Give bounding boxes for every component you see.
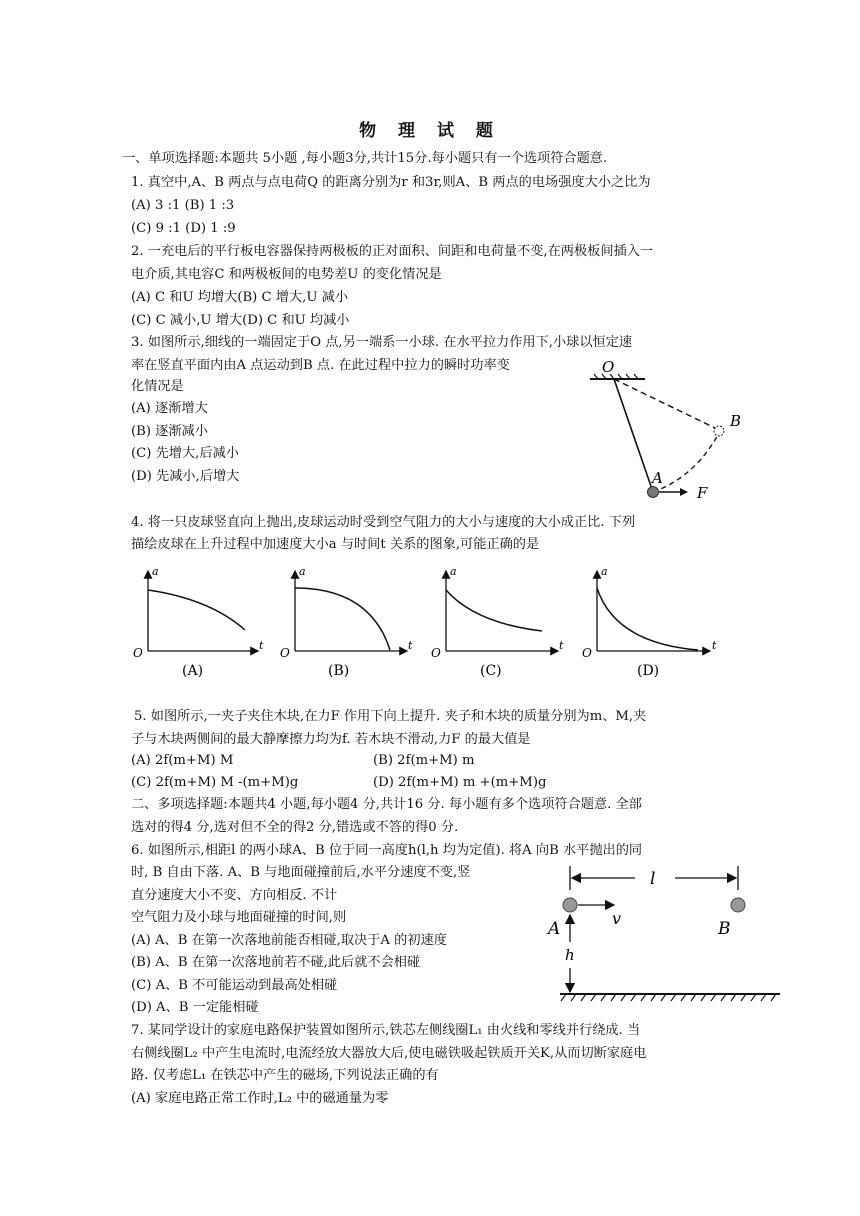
q4-graphs xyxy=(130,563,730,683)
q5-option-a: (A) 2f(m+M) M xyxy=(131,753,234,768)
q1-options-line1: (A) 3 :1 (B) 1 :3 xyxy=(131,198,235,213)
q6-option-b: (B) A、B 在第一次落地前若不碰,此后就不会相碰 xyxy=(131,955,421,970)
q3-stem-line3: 化情况是 xyxy=(131,379,184,394)
label-h: h xyxy=(565,946,575,964)
section1-header: 一、单项选择题:本题共 5小题 ,每小题3分,共计15分.每小题只有一个选项符合题意. xyxy=(122,151,608,166)
q4-stem-line1: 4. 将一只皮球竖直向上抛出,皮球运动时受到空气阻力的大小与速度的大小成正比. 下列 xyxy=(131,515,636,530)
q3-option-c: (C) 先增大,后减小 xyxy=(131,446,239,461)
q6-stem-line2: 时, B 自由下落. A、B 与地面碰撞前后,水平分速度不变,竖 xyxy=(131,865,471,880)
ground-hatching xyxy=(561,994,776,1001)
q5-option-d: (D) 2f(m+M) m +(m+M)g xyxy=(373,775,547,790)
q6-option-d: (D) A、B 一定能相碰 xyxy=(131,1000,259,1015)
label-b: B xyxy=(718,919,731,939)
q7-stem-line3: 路. 仅考虑L₁ 在铁芯中产生的磁场,下列说法正确的有 xyxy=(131,1068,439,1083)
q7-option-a: (A) 家庭电路正常工作时,L₂ 中的磁通量为零 xyxy=(131,1091,389,1106)
graph-b xyxy=(280,565,413,679)
graph-a xyxy=(133,565,264,679)
label-o: O xyxy=(602,358,615,376)
q6-option-c: (C) A、B 不可能运动到最高处相碰 xyxy=(131,978,338,993)
graph-a-curve xyxy=(148,590,245,630)
graph-c-y-label: a xyxy=(450,565,457,578)
section2-header-line1: 二、多项选择题:本题共4 小题,每小题4 分,共计16 分. 每小题有多个选项符合题意. 全部 xyxy=(131,797,642,812)
q5-option-b: (B) 2f(m+M) m xyxy=(373,753,475,768)
q6-stem-line4: 空气阻力及小球与地面碰撞的时间,则 xyxy=(131,910,347,925)
graph-d-curve xyxy=(597,588,698,650)
q2-stem-line2: 电介质,其电容C 和两极板间的电势差U 的变化情况是 xyxy=(131,267,442,282)
ball-b xyxy=(714,426,724,436)
graph-c-x-label: t xyxy=(559,639,564,652)
graph-a-y-label: a xyxy=(152,565,159,578)
graph-c-curve xyxy=(446,590,542,631)
q3-stem-line2: 率在竖直平面内由A 点运动到B 点. 在此过程中拉力的瞬时功率变 xyxy=(131,358,510,373)
q6-stem-line1: 6. 如图所示,相距l 的两小球A、B 位于同一高度h(l,h 均为定值). 将A 向B 水平抛出的同 xyxy=(131,843,643,858)
q2-stem-line1: 2. 一充电后的平行板电容器保持两极板的正对面积、间距和电荷量不变,在两极板间插入一 xyxy=(131,244,654,259)
q2-options-line2: (C) C 减小,U 增大(D) C 和U 均减小 xyxy=(131,313,350,328)
label-b: B xyxy=(730,412,742,430)
graph-d-x-label: t xyxy=(712,639,717,652)
q3-option-d: (D) 先减小,后增大 xyxy=(131,469,240,484)
q3-stem-line1: 3. 如图所示,细线的一端固定于O 点,另一端系一小球. 在水平拉力作用下,小球以恒定速 xyxy=(131,335,633,350)
q2-options-line1: (A) C 和U 均增大(B) C 增大,U 减小 xyxy=(131,290,349,305)
graph-b-x-label: t xyxy=(408,639,413,652)
ball-a xyxy=(648,487,659,498)
section2-header-line2: 选对的得4 分,选对但不全的得2 分,错选或不答的得0 分. xyxy=(131,820,459,835)
ball-b xyxy=(731,898,745,912)
graph-d xyxy=(582,565,717,679)
graph-b-curve xyxy=(295,588,390,650)
arc-ab xyxy=(653,433,719,492)
graph-b-caption: (B) xyxy=(328,663,350,679)
page-title: 物 理 试 题 xyxy=(359,121,501,141)
q1-stem: 1. 真空中,A、B 两点与点电荷Q 的距离分别为r 和3r,则A、B 两点的电场强度大小之比为 xyxy=(131,175,651,190)
label-a: A xyxy=(548,919,561,939)
graph-d-caption: (D) xyxy=(637,663,660,679)
q6-option-a: (A) A、B 在第一次落地前能否相碰,取决于A 的初速度 xyxy=(131,933,447,948)
two-balls-figure xyxy=(540,862,785,1007)
q5-stem-line2: 子与木块两侧间的最大静摩擦力均为f. 若木块不滑动,力F 的最大值是 xyxy=(131,732,531,747)
q7-stem-line1: 7. 某同学设计的家庭电路保护装置如图所示,铁芯左侧线圈L₁ 由火线和零线并行绕成. 当 xyxy=(131,1023,641,1038)
q7-stem-line2: 右侧线圈L₂ 中产生电流时,电流经放大器放大后,使电磁铁吸起铁质开关K,从而切断家庭电 xyxy=(131,1046,647,1061)
label-l: l xyxy=(650,869,656,889)
graph-c-caption: (C) xyxy=(480,663,502,679)
graph-b-y-label: a xyxy=(299,565,306,578)
q1-options-line2: (C) 9 :1 (D) 1 :9 xyxy=(131,221,236,236)
label-f: F xyxy=(697,484,708,502)
graph-d-origin: O xyxy=(582,646,592,660)
force-arrowhead xyxy=(680,488,688,496)
q4-stem-line2: 描绘皮球在上升过程中加速度大小a 与时间t 关系的图象,可能正确的是 xyxy=(131,537,540,552)
q5-stem-line1: 5. 如图所示,一夹子夹住木块,在力F 作用下向上提升. 夹子和木块的质量分别为m、M,夹 xyxy=(134,709,647,724)
label-a: A xyxy=(652,469,663,487)
q3-option-b: (B) 逐渐减小 xyxy=(131,424,208,439)
q6-stem-line3: 直分速度大小不变、方向相反. 不计 xyxy=(131,888,338,903)
graph-d-y-label: a xyxy=(601,565,608,578)
graph-a-x-label: t xyxy=(259,639,264,652)
label-v: v xyxy=(612,909,622,928)
graph-c xyxy=(431,565,564,679)
graph-a-origin: O xyxy=(133,646,143,660)
pendulum-figure xyxy=(580,355,760,510)
graph-c-origin: O xyxy=(431,646,441,660)
ball-a xyxy=(563,898,577,912)
q5-option-c: (C) 2f(m+M) M -(m+M)g xyxy=(131,775,299,790)
q3-option-a: (A) 逐渐增大 xyxy=(131,401,208,416)
graph-b-origin: O xyxy=(280,646,290,660)
graph-a-caption: (A) xyxy=(182,663,204,679)
string-oa xyxy=(614,379,653,492)
